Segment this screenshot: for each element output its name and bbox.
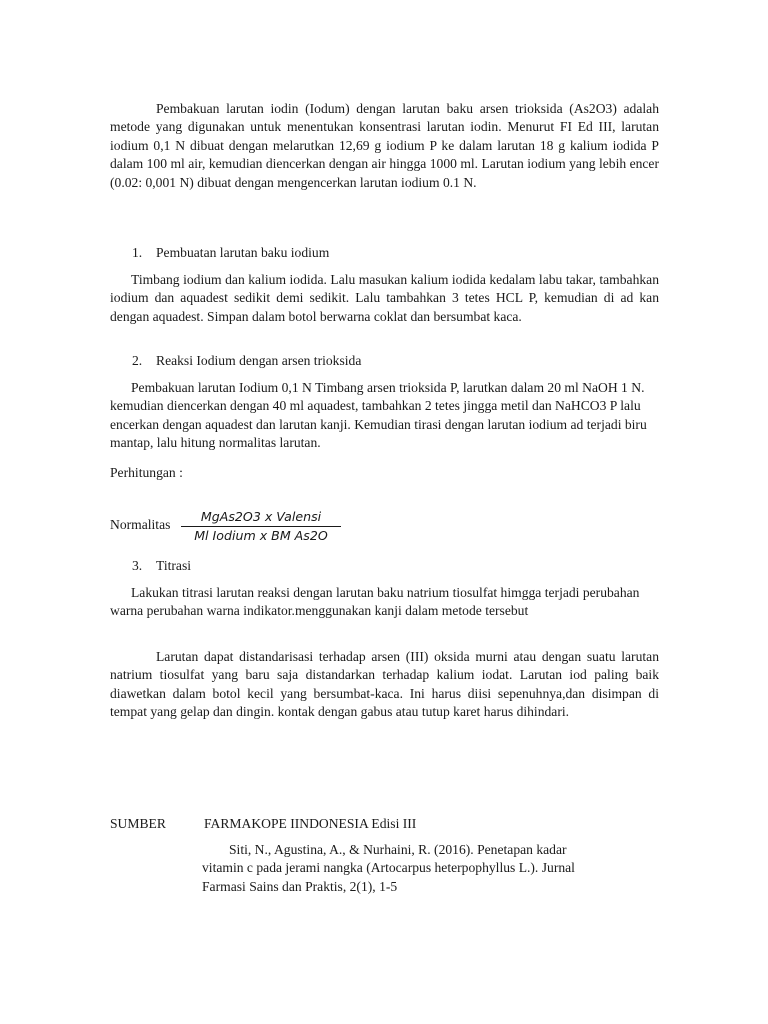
intro-paragraph: Pembakuan larutan iodin (Iodum) dengan larutan baku arsen trioksida (As2O3) adalah metode yang digunakan untuk menentukan konsentrasi larutan iodin. Menurut FI Ed III, larutan iodium 0,1 N dibuat dengan melarutkan 12,69 g iodium P ke dalam larutan 18 g kalium iodida P dalam 100 ml air, kemudian diencerkan dengan air hingga 1000 ml. Larutan iodium yang lebih encer (0.02: 0,001 N) dibuat dengan mengencerkan larutan iodium 0.1 N. — [110, 101, 659, 190]
section-3-body: Lakukan titrasi larutan reaksi dengan larutan baku natrium tiosulfat himgga terjadi perubahan warna perubahan warna indikator.menggunakan kanji dalam metode tersebut — [110, 585, 640, 619]
section-1-heading — [132, 244, 329, 262]
formula-numerator: MgAs2O3 x Valensi — [181, 509, 341, 527]
section-2-heading — [132, 352, 361, 370]
formula-label: Normalitas — [110, 517, 171, 532]
section-2-title: Reaksi Iodium dengan arsen trioksida — [156, 353, 362, 368]
section-1-title: Pembuatan larutan baku iodium — [156, 245, 330, 260]
section-2-number: 2. — [132, 353, 143, 368]
formula-fraction — [181, 509, 341, 544]
section-1-number: 1. — [132, 245, 143, 260]
section-2-body: Pembakuan larutan Iodium 0,1 N Timbang arsen trioksida P, larutkan dalam 20 ml NaOH 1 N. kemudian diencerkan dengan 40 ml aquadest, tambahkan 2 tetes jingga metil dan NaHCO3 P lalu encerkan dengan aquadest dan larutan kanji. Kemudian tirasi dengan larutan iodium ad terjadi biru mantap, lalu hitung normalitas larutan. — [110, 380, 647, 451]
closing-paragraph: Larutan dapat distandarisasi terhadap arsen (III) oksida murni atau dengan suatu larutan natrium tiosulfat yang baru saja distandarkan terhadap kalium iodat. Larutan iod paling baik diawetkan dalam botol kecil yang bersumbat-kaca. Ini harus diisi sepenuhnya,dan disimpan di tempat yang gelap dan dingin. kontak dengan gabus atau tutup karet harus dihindari. — [110, 649, 659, 720]
section-3-number: 3. — [132, 558, 143, 573]
formula-denominator: Ml Iodium x BM As2O — [194, 528, 328, 543]
source-label: SUMBER — [110, 816, 166, 831]
calculation-label: Perhitungan : — [110, 465, 183, 480]
section-1-body: Timbang iodium dan kalium iodida. Lalu masukan kalium iodida kedalam labu takar, tambahkan iodium dan aquadest sedikit demi sedikit. Lalu tambahkan 3 tetes HCL P, kemudian di ad kan dengan aquadest. Simpan dalam botol berwarna coklat dan bersumbat kaca. — [110, 272, 659, 324]
reference-line-2: vitamin c pada jerami nangka (Artocarpus heterpophyllus L.). Jurnal — [202, 860, 575, 876]
section-3-heading — [132, 557, 191, 575]
source-title: FARMAKOPE IINDONESIA Edisi III — [204, 816, 417, 831]
reference-line-1: Siti, N., Agustina, A., & Nurhaini, R. (2016). Penetapan kadar — [229, 842, 567, 857]
section-3-title: Titrasi — [156, 558, 192, 573]
reference-line-3: Farmasi Sains dan Praktis, 2(1), 1-5 — [202, 878, 398, 894]
reference-entry — [202, 841, 642, 896]
